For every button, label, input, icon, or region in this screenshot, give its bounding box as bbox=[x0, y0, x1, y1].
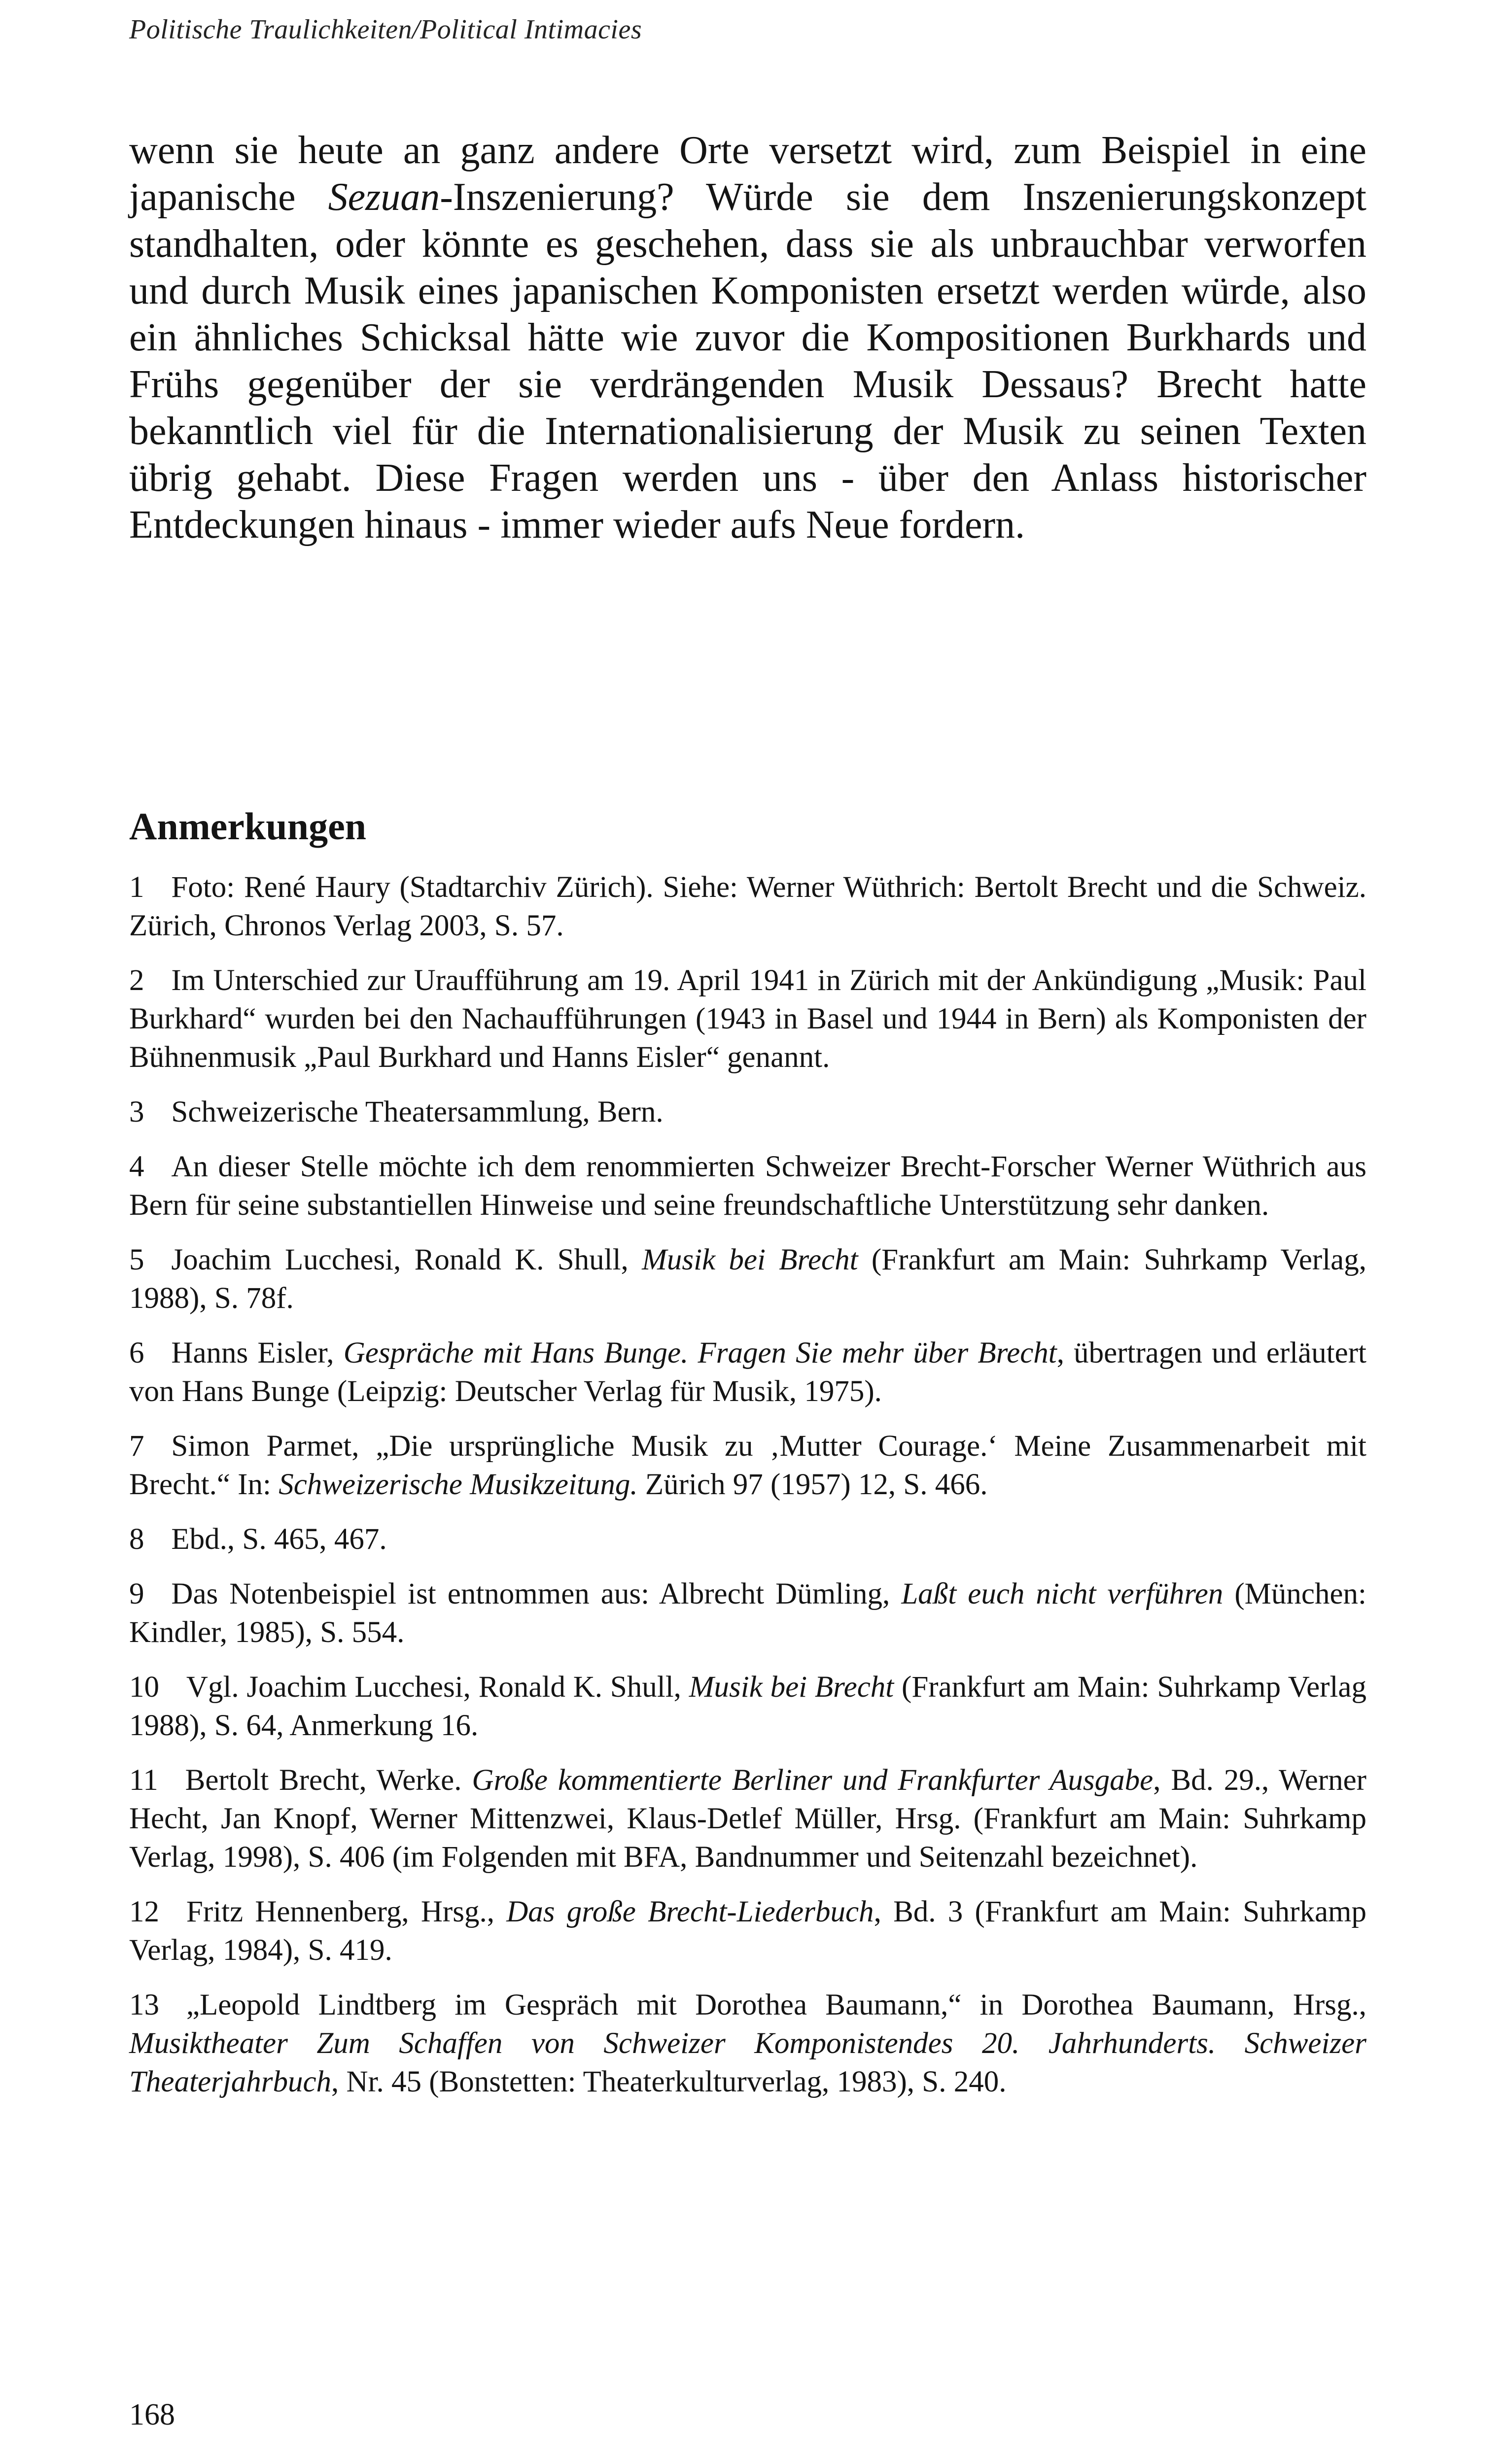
endnote-text: (München: Kindler, 1985), S. 554. bbox=[129, 1577, 1366, 1649]
endnote-number: 7 bbox=[129, 1430, 144, 1463]
endnote-number: 6 bbox=[129, 1336, 144, 1369]
endnote-text: Das Notenbeispiel ist entnommen aus: Albrecht Dümling, bbox=[171, 1577, 902, 1610]
page-number: 168 bbox=[129, 2398, 175, 2431]
endnote-text: Schweizerische Theatersammlung, Bern. bbox=[171, 1095, 664, 1129]
endnote bbox=[129, 1093, 1366, 1131]
endnote bbox=[129, 1668, 1366, 1745]
endnote-text: Fritz Hennenberg, Hrsg., bbox=[186, 1895, 507, 1928]
endnote bbox=[129, 961, 1366, 1077]
endnote-number: 12 bbox=[129, 1895, 159, 1928]
endnote-title-italic: Musiktheater Zum Schaffen von Schweizer Komponistendes 20. Jahrhunderts. Schweizer Theaterjahrbuch bbox=[129, 2027, 1366, 2098]
endnote-text: , Bd. 29., Werner Hecht, Jan Knopf, Werner Mittenzwei, Klaus-Detlef Müller, Hrsg. (Frankfurt am Main: Suhrkamp Verlag, 1998), S. 406 (im Folgenden mit BFA, Bandnummer und Seitenzahl bezeichnet). bbox=[129, 1764, 1366, 1874]
endnote-text: Vgl. Joachim Lucchesi, Ronald K. Shull, bbox=[186, 1671, 689, 1704]
endnote bbox=[129, 1520, 1366, 1559]
paragraph-text-1: wenn sie heute an ganz andere Orte versetzt wird, zum Beispiel in eine japanische bbox=[129, 129, 1366, 219]
endnote bbox=[129, 1334, 1366, 1411]
play-title-italic: Sezuan bbox=[328, 175, 440, 219]
endnote-text: , Bd. 3 (Frankfurt am Main: Suhrkamp Verlag, 1984), S. 419. bbox=[129, 1895, 1366, 1967]
endnote bbox=[129, 1148, 1366, 1225]
endnote-text: (Frankfurt am Main: Suhrkamp Verlag 1988), S. 64, Anmerkung 16. bbox=[129, 1671, 1367, 1742]
endnote-number: 4 bbox=[129, 1150, 144, 1183]
endnote bbox=[129, 1986, 1366, 2101]
endnote-number: 11 bbox=[129, 1764, 158, 1797]
endnote bbox=[129, 1761, 1366, 1877]
endnote-number: 3 bbox=[129, 1095, 144, 1129]
endnote-number: 8 bbox=[129, 1523, 144, 1556]
endnote-title-italic: Große kommentierte Berliner und Frankfurter Ausgabe bbox=[472, 1764, 1154, 1797]
endnote-number: 13 bbox=[129, 1988, 159, 2021]
endnote-text: Im Unterschied zur Uraufführung am 19. April 1941 in Zürich mit der Ankündigung „Musik: Paul Burkhard“ wurden bei den Nachaufführungen (1943 in Basel und 1944 in Bern) als Komponisten der Bühnenmusik „Paul Burkhard und Hanns Eisler“ genannt. bbox=[129, 964, 1366, 1074]
endnote bbox=[129, 868, 1366, 945]
endnote bbox=[129, 1427, 1366, 1504]
endnote-text: „Leopold Lindtberg im Gespräch mit Dorothea Baumann,“ in Dorothea Baumann, Hrsg., bbox=[186, 1988, 1366, 2021]
endnote-title-italic: Schweizerische Musikzeitung. bbox=[279, 1468, 638, 1501]
notes-heading: Anmerkungen bbox=[129, 805, 367, 848]
endnote-text: Hanns Eisler, bbox=[171, 1336, 344, 1369]
running-header: Politische Traulichkeiten/Political Intimacies bbox=[129, 14, 642, 45]
endnote-number: 1 bbox=[129, 871, 144, 904]
endnote-title-italic: Musik bei Brecht bbox=[642, 1243, 858, 1276]
endnote bbox=[129, 1241, 1366, 1318]
endnote-number: 2 bbox=[129, 964, 144, 997]
endnote-text: Bertolt Brecht, Werke. bbox=[185, 1764, 472, 1797]
endnote-title-italic: Gespräche mit Hans Bunge. Fragen Sie mehr über Brecht bbox=[343, 1336, 1057, 1369]
endnote bbox=[129, 1575, 1366, 1652]
endnote-text: Joachim Lucchesi, Ronald K. Shull, bbox=[171, 1243, 642, 1276]
endnote-number: 9 bbox=[129, 1577, 144, 1610]
endnote bbox=[129, 1893, 1366, 1970]
endnote-text: Foto: René Haury (Stadtarchiv Zürich). Siehe: Werner Wüthrich: Bertolt Brecht und die Schweiz. Zürich, Chronos Verlag 2003, S. 57. bbox=[129, 871, 1366, 942]
endnote-text: Zürich 97 (1957) 12, S. 466. bbox=[637, 1468, 988, 1501]
endnotes-list bbox=[129, 868, 1366, 2118]
endnote-text: Simon Parmet, „Die ursprüngliche Musik zu ‚Mutter Courage.‘ Meine Zusammenarbeit mit Brecht.“ In: bbox=[129, 1430, 1366, 1501]
body-text bbox=[129, 127, 1366, 548]
endnote-text: An dieser Stelle möchte ich dem renommierten Schweizer Brecht-Forscher Werner Wüthrich aus Bern für seine substantiellen Hinweise und seine freundschaftliche Unterstützung sehr danken. bbox=[129, 1150, 1366, 1222]
endnote-text: Ebd., S. 465, 467. bbox=[171, 1523, 387, 1556]
endnote-title-italic: Musik bei Brecht bbox=[689, 1671, 894, 1704]
paragraph-text-2: -Inszenierung? Würde sie dem Inszenierungskonzept standhalten, oder könnte es geschehen, dass sie als unbrauchbar verworfen und durch Musik eines japanischen Komponisten ersetzt werden würde, also ein ähnliches Schicksal hätte wie zuvor die Kompositionen Burkhards und Frühs gegenüber der sie verdrängenden Musik Dessaus? Brecht hatte bekanntlich viel für die Internationalisierung der Musik zu seinen Texten übrig gehabt. Diese Fragen werden uns - über den Anlass historischer Entdeckungen hinaus - immer wieder aufs Neue fordern. bbox=[129, 175, 1366, 547]
body-paragraph bbox=[129, 127, 1366, 548]
endnote-number: 5 bbox=[129, 1243, 144, 1276]
endnote-number: 10 bbox=[129, 1671, 159, 1704]
endnote-text: , übertragen und erläutert von Hans Bunge (Leipzig: Deutscher Verlag für Musik, 1975). bbox=[129, 1336, 1366, 1408]
endnote-title-italic: Laßt euch nicht verführen bbox=[901, 1577, 1224, 1610]
endnote-text: , Nr. 45 (Bonstetten: Theaterkulturverlag, 1983), S. 240. bbox=[331, 2065, 1007, 2098]
endnote-text: (Frankfurt am Main: Suhrkamp Verlag, 1988), S. 78f. bbox=[129, 1243, 1367, 1315]
endnote-title-italic: Das große Brecht-Liederbuch bbox=[506, 1895, 874, 1928]
